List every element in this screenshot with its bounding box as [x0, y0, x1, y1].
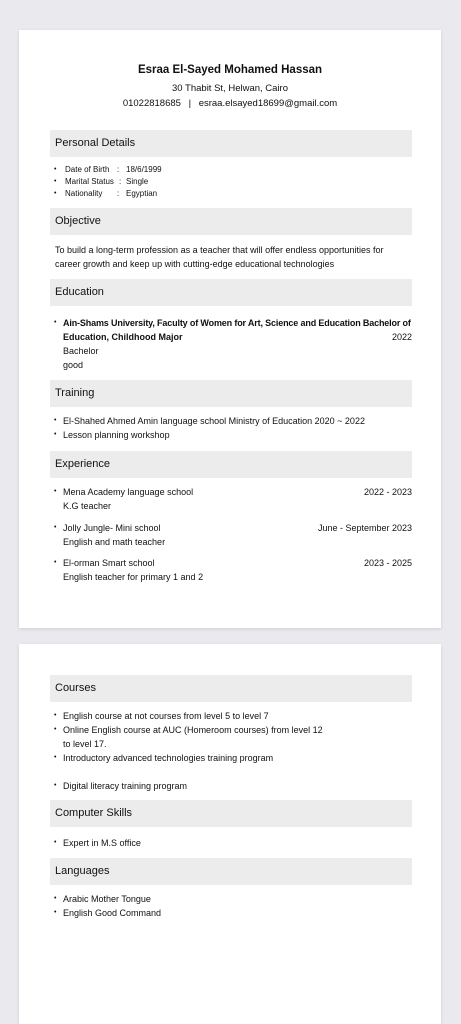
section-courses: Courses	[50, 675, 412, 702]
section-personal-details: Personal Details	[50, 130, 412, 157]
education-title-line-2: Education, Childhood Major	[63, 332, 183, 342]
bullet-icon: •	[54, 754, 57, 761]
education-degree: Bachelor	[63, 346, 99, 356]
bullet-icon: •	[54, 726, 57, 733]
dob-value: 18/6/1999	[126, 165, 162, 174]
training-item: Lesson planning workshop	[63, 430, 170, 440]
section-computer-skills: Computer Skills	[50, 800, 412, 827]
training-item: El-Shahed Ahmed Amin language school Ministry of Education 2020 ~ 2022	[63, 416, 365, 426]
section-training: Training	[50, 380, 412, 407]
bullet-icon: •	[54, 431, 57, 438]
dob-sep: :	[117, 165, 120, 174]
resume-page-1	[19, 30, 441, 628]
objective-line-1: To build a long-term profession as a teacher that will offer endless opportunities for	[55, 245, 384, 255]
marital-sep: :	[119, 177, 122, 186]
experience-role: K.G teacher	[63, 501, 112, 511]
marital-label: Marital Status	[65, 177, 114, 186]
candidate-name: Esraa El-Sayed Mohamed Hassan	[137, 64, 323, 76]
experience-date: 2023 - 2025	[363, 558, 412, 568]
dob-label: Date of Birth	[65, 165, 110, 174]
nationality-sep: :	[117, 189, 120, 198]
bullet-icon: •	[54, 839, 57, 846]
bullet-icon: •	[54, 319, 57, 326]
experience-role: English and math teacher	[63, 537, 166, 547]
email[interactable]: esraa.elsayed18699@gmail.com	[198, 98, 338, 109]
experience-place: Mena Academy language school	[63, 487, 194, 497]
marital-value: Single	[126, 177, 149, 186]
course-item-continuation: to level 17.	[63, 739, 107, 749]
education-grade: good	[63, 360, 84, 370]
experience-date: 2022 - 2023	[363, 487, 412, 497]
bullet-icon: •	[54, 524, 57, 531]
section-education: Education	[50, 279, 412, 306]
bullet-icon: •	[54, 190, 57, 197]
bullet-icon: •	[54, 417, 57, 424]
objective-line-2: career growth and keep up with cutting-edge educational technologies	[55, 259, 335, 269]
course-item: Online English course at AUC (Homeroom courses) from level 12	[63, 725, 323, 735]
language-item: English Good Command	[63, 908, 162, 918]
resume-page-2	[19, 644, 441, 1024]
experience-place: Jolly Jungle- Mini school	[63, 523, 161, 533]
nationality-label: Nationality	[65, 189, 103, 198]
section-objective: Objective	[50, 208, 412, 235]
bullet-icon: •	[54, 712, 57, 719]
course-item: English course at not courses from level 5 to level 7	[63, 711, 269, 721]
experience-place: El-orman Smart school	[63, 558, 155, 568]
course-item: Introductory advanced technologies training program	[63, 753, 274, 763]
contact-line	[19, 98, 441, 109]
bullet-icon: •	[54, 166, 57, 173]
bullet-icon: •	[54, 909, 57, 916]
experience-date: June - September 2023	[317, 523, 412, 533]
bullet-icon: •	[54, 559, 57, 566]
nationality-value: Egyptian	[126, 189, 158, 198]
bullet-icon: •	[54, 895, 57, 902]
separator: |	[188, 98, 192, 109]
experience-role: English teacher for primary 1 and 2	[63, 572, 204, 582]
bullet-icon: •	[54, 178, 57, 185]
computer-skill-item: Expert in M.S office	[63, 838, 141, 848]
bullet-icon: •	[54, 488, 57, 495]
course-item: Digital literacy training program	[63, 781, 188, 791]
education-title-line-1: Ain-Shams University, Faculty of Women for Art, Science and Education Bachelor of	[63, 318, 411, 328]
section-experience: Experience	[50, 451, 412, 478]
language-item: Arabic Mother Tongue	[63, 894, 151, 904]
phone: 01022818685	[122, 98, 181, 109]
section-languages: Languages	[50, 858, 412, 885]
bullet-icon: •	[54, 782, 57, 789]
education-year: 2022	[391, 332, 412, 342]
address: 30 Thabit St, Helwan, Cairo	[172, 83, 288, 94]
